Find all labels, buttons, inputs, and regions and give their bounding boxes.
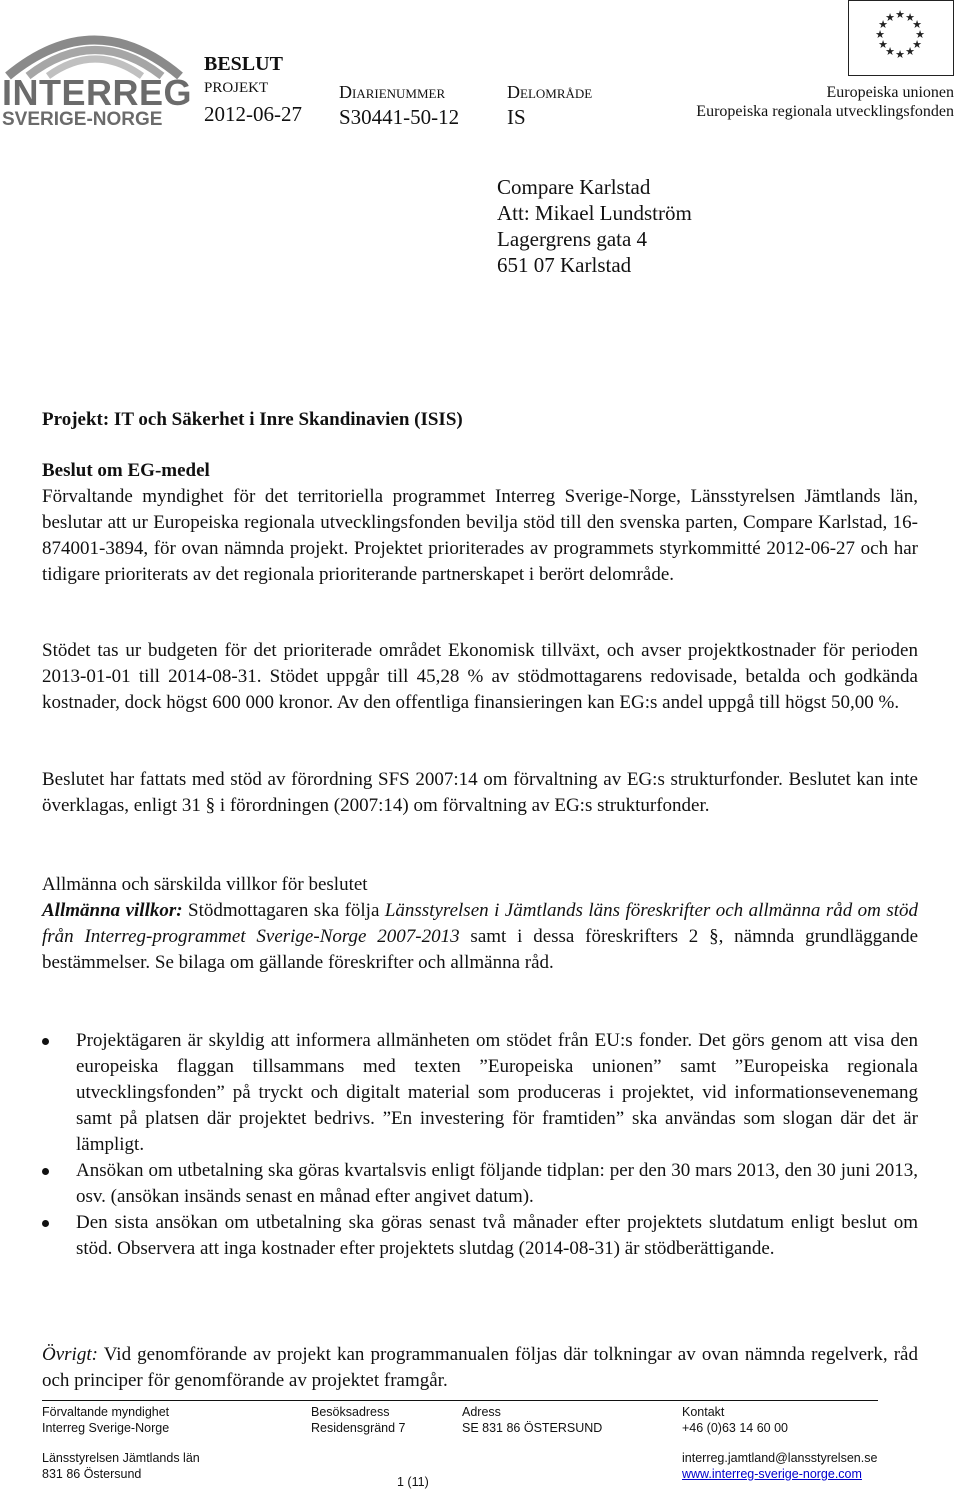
- decision-heading: Beslut om EG-medel: [42, 460, 210, 481]
- diarienummer-label: Diarienummer: [339, 82, 446, 102]
- svg-text:★: ★: [912, 18, 922, 31]
- other-paragraph: [42, 1342, 918, 1394]
- svg-text:★: ★: [895, 48, 905, 61]
- svg-text:★: ★: [878, 38, 888, 51]
- decision-date: 2012-06-27: [204, 102, 302, 126]
- budget-paragraph-block: [42, 638, 918, 716]
- address-line-4: 651 07 Karlstad: [497, 253, 632, 277]
- list-item: Projektägaren är skyldig att informera allmänheten om stödet från EU:s fonder. Det görs genom att visa den europeiska flaggan tillsammans med texten ”Europeiska unionen” samt ”Europeiska regionala utvecklingsfonden” på tryckt och digitalt material som produceras i projektet, vid informationsevenemang samt på platsen där projektet bedrivs. ”En investering för framtiden” ska användas som slogan där det är lämpligt.: [42, 1028, 918, 1158]
- footer-visit-address: Besöksadress Residensgränd 7: [311, 1405, 406, 1435]
- conditions-paragraph: [42, 898, 918, 976]
- recipient-address: [497, 174, 692, 278]
- svg-text:★: ★: [895, 8, 905, 21]
- svg-text:★: ★: [878, 18, 888, 31]
- project-title: [42, 407, 918, 433]
- address-line-2: Att: Mikael Lundström: [497, 201, 692, 225]
- svg-text:★: ★: [915, 28, 925, 41]
- conditions-pre: Stödmottagaren ska följa: [182, 900, 385, 921]
- conditions-post: samt i dessa föreskrifters 2 §, nämnda grundläggande bestämmelser. Se bilaga om gällande föreskrifter och allmänna råd.: [42, 926, 918, 973]
- other-section: [42, 1342, 918, 1394]
- svg-text:★: ★: [905, 45, 915, 58]
- address-line-3: Lagergrens gata 4: [497, 227, 648, 251]
- delomrade-value: IS: [507, 105, 526, 129]
- website-link[interactable]: www.interreg-sverige-norge.com: [682, 1467, 862, 1481]
- contact-phone: +46 (0)63 14 60 00: [682, 1421, 788, 1435]
- conditions-list: [42, 1028, 918, 1262]
- diarienummer-value: S30441-50-12: [339, 105, 460, 129]
- list-item: Ansökan om utbetalning ska göras kvartalsvis enligt följande tidplan: per den 30 mars 2013, den 30 juni 2013, osv. (ansökan insänds senast en månad efter angivet datum).: [42, 1158, 918, 1210]
- address-line-1: Compare Karlstad: [497, 175, 651, 199]
- bullet-icon: [42, 1220, 49, 1227]
- logo-wordmark-interreg: INTERREG: [2, 72, 193, 113]
- conditions-regulation: Länsstyrelsen i Jämtlands läns föreskrifter och allmänna råd om stöd från Interreg-programmet Sverige-Norge 2007-2013: [42, 900, 918, 947]
- eu-fund-label: Europeiska regionala utvecklingsfonden: [696, 103, 954, 120]
- other-text: Vid genomförande av projekt kan programmanualen följas där tolkningar av ovan nämnda regelverk, råd och principer för genomförande av projektet framgår.: [42, 1344, 918, 1391]
- bullet-icon: [42, 1038, 49, 1045]
- contact-email: interreg.jamtland@lansstyrelsen.se: [682, 1451, 878, 1465]
- legal-paragraph: Beslutet har fattats med stöd av förordning SFS 2007:14 om förvaltning av EG:s strukturfonder. Beslutet kan inte överklagas, enligt 31 § i förordningen (2007:14) om förvaltning av EG:s strukturfonder.: [42, 769, 918, 816]
- conditions-label: Allmänna villkor:: [42, 900, 183, 921]
- projekt-label: PROJEKT: [204, 80, 269, 96]
- svg-text:★: ★: [875, 28, 885, 41]
- footer-postal-address: Adress SE 831 86 ÖSTERSUND: [462, 1405, 603, 1435]
- interreg-logo: [0, 14, 193, 130]
- footer-contact: Kontakt +46 (0)63 14 60 00 interreg.jamtland@lansstyrelsen.se www.interreg-sverige-norge.com: [682, 1405, 878, 1481]
- other-label: Övrigt:: [42, 1344, 98, 1365]
- delomrade-label: Delområde: [507, 82, 593, 102]
- page-number: 1 (11): [397, 1475, 429, 1489]
- footer-authority: Förvaltande myndighet Interreg Sverige-Norge Länsstyrelsen Jämtlands län 831 86 Östersund: [42, 1405, 200, 1481]
- conditions-section: [42, 872, 918, 976]
- svg-text:★: ★: [885, 45, 895, 58]
- bullet-icon: [42, 1168, 49, 1175]
- decision-section: [42, 458, 918, 588]
- decision-paragraph: Förvaltande myndighet för det territoriella programmet Interreg Sverige-Norge, Länsstyrelsen Jämtlands län, beslutar att ur Europeiska regionala utvecklingsfonden bevilja stöd till den svenska parten, Compare Karlstad, 16-874001-3894, för ovan nämnda projekt. Projektet prioriterades av programmets styrkommitté 2012-06-27 och har tidigare prioriterats av det regionala prioriterande partnerskapet i berört delområde.: [42, 486, 918, 585]
- conditions-heading: Allmänna och särskilda villkor för beslutet: [42, 874, 368, 895]
- logo-wordmark-sverige-norge: SVERIGE-NORGE: [2, 109, 163, 130]
- list-item: Den sista ansökan om utbetalning ska göras senast två månader efter projektets slutdatum enligt beslut om stöd. Observera att inga kostnader efter projektets slutdag (2014-08-31) är stödberättigande.: [42, 1210, 918, 1262]
- footer-divider: [42, 1400, 878, 1401]
- budget-paragraph: Stödet tas ur budgeten för det prioriterade området Ekonomisk tillväxt, och avser projektkostnader för perioden 2013-01-01 till 2014-08-31. Stödet uppgår till 45,28 % av stödmottagarens redovisade, betalda och godkända kostnader, dock högst 600 000 kronor. Av den offentliga finansieringen kan EG:s andel uppgå till högst 50,00 %.: [42, 640, 918, 713]
- eu-stars-icon: [849, 1, 952, 74]
- eu-union-label: Europeiska unionen: [826, 84, 954, 101]
- document-type-label: BESLUT: [204, 53, 283, 75]
- legal-paragraph-block: [42, 767, 918, 819]
- svg-text:★: ★: [885, 11, 895, 24]
- svg-text:★: ★: [912, 38, 922, 51]
- svg-text:★: ★: [905, 11, 915, 24]
- eu-flag: [848, 0, 954, 76]
- project-title-text: Projekt: IT och Säkerhet i Inre Skandinavien (ISIS): [42, 409, 463, 430]
